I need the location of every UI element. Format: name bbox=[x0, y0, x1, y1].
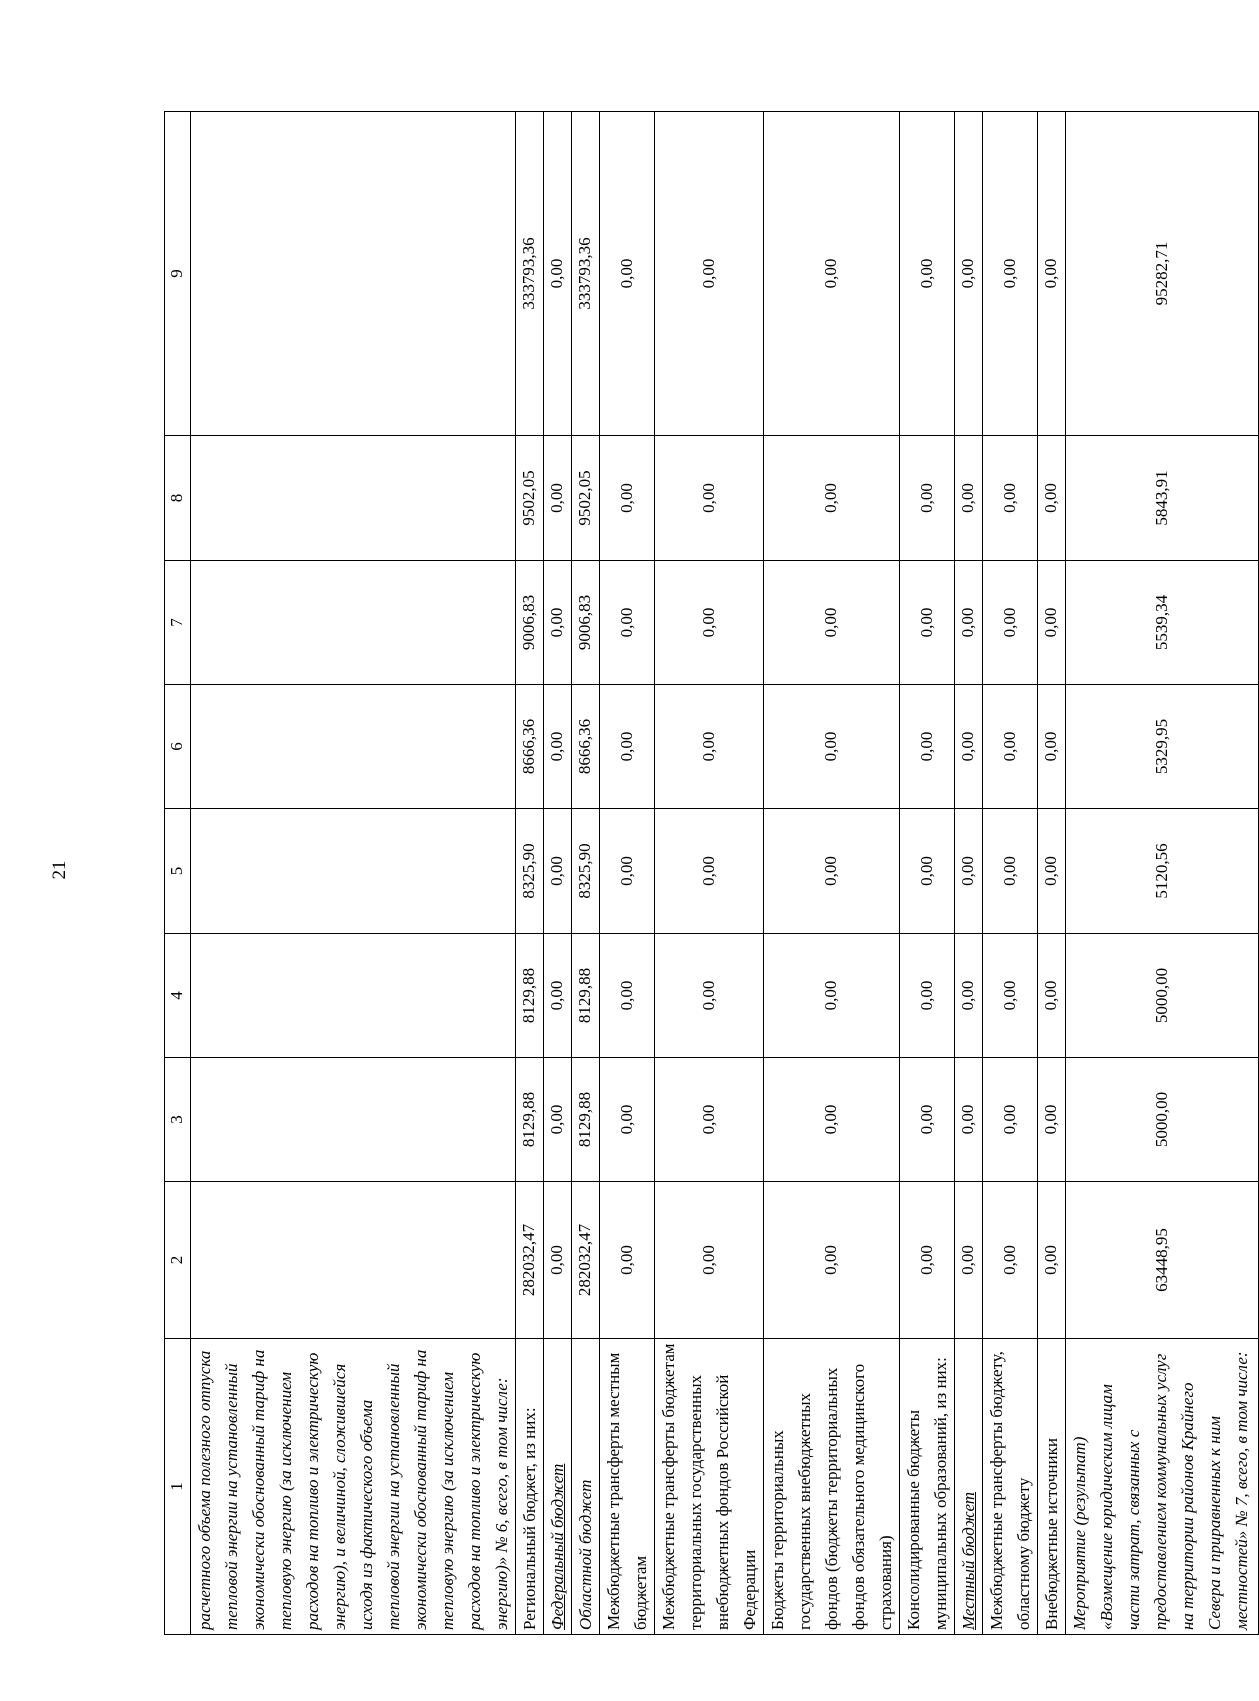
cell-value: 0,00 bbox=[983, 1058, 1038, 1182]
cell-value: 0,00 bbox=[600, 1182, 655, 1339]
cell-value: 0,00 bbox=[655, 561, 764, 685]
column-header: 3 bbox=[165, 1058, 191, 1182]
cell-value: 0,00 bbox=[764, 436, 900, 561]
cell-value: 0,00 bbox=[600, 1058, 655, 1182]
cell-value: 9502,05 bbox=[516, 436, 544, 561]
cell-value: 0,00 bbox=[544, 1058, 572, 1182]
cell-value: 0,00 bbox=[764, 1182, 900, 1339]
row-label: Межбюджетные трансферты бюджетам территориальных государственных внебюджетных фондов Российской Федерации bbox=[655, 1339, 764, 1635]
row-label: Региональный бюджет, из них: bbox=[516, 1339, 544, 1635]
cell-value: 63448,95 bbox=[1066, 1182, 1259, 1339]
table-row bbox=[516, 112, 544, 1635]
cell-value: 0,00 bbox=[655, 1058, 764, 1182]
row-label: Консолидированные бюджеты муниципальных образований, из них: bbox=[900, 1339, 955, 1635]
cell-value bbox=[191, 934, 516, 1058]
cell-value: 8129,88 bbox=[572, 1058, 600, 1182]
cell-value: 0,00 bbox=[955, 934, 983, 1058]
cell-value: 0,00 bbox=[1038, 1182, 1066, 1339]
row-label: Федеральный бюджет bbox=[544, 1339, 572, 1635]
cell-value: 0,00 bbox=[955, 436, 983, 561]
cell-value: 5843,91 bbox=[1066, 436, 1259, 561]
column-header: 1 bbox=[165, 1339, 191, 1635]
column-header: 8 bbox=[165, 436, 191, 561]
cell-value: 0,00 bbox=[1038, 112, 1066, 436]
budget-table bbox=[164, 111, 1259, 1635]
column-header: 6 bbox=[165, 685, 191, 809]
cell-value: 8129,88 bbox=[572, 934, 600, 1058]
table-row bbox=[955, 112, 983, 1635]
row-label: Областной бюджет bbox=[572, 1339, 600, 1635]
row-label: Местный бюджет bbox=[955, 1339, 983, 1635]
cell-value bbox=[191, 436, 516, 561]
cell-value: 9006,83 bbox=[572, 561, 600, 685]
cell-value: 333793,36 bbox=[572, 112, 600, 436]
cell-value: 0,00 bbox=[900, 436, 955, 561]
cell-value: 0,00 bbox=[983, 1182, 1038, 1339]
cell-value: 5120,56 bbox=[1066, 809, 1259, 934]
cell-value: 0,00 bbox=[900, 561, 955, 685]
cell-value: 0,00 bbox=[655, 685, 764, 809]
table-header-row bbox=[165, 112, 191, 1635]
cell-value: 0,00 bbox=[655, 436, 764, 561]
cell-value: 0,00 bbox=[1038, 934, 1066, 1058]
cell-value: 95282,71 bbox=[1066, 112, 1259, 436]
cell-value: 282032,47 bbox=[516, 1182, 544, 1339]
cell-value: 8325,90 bbox=[516, 809, 544, 934]
cell-value: 0,00 bbox=[983, 436, 1038, 561]
column-header: 5 bbox=[165, 809, 191, 934]
table-row bbox=[191, 112, 516, 1635]
rotated-table-wrapper bbox=[164, 112, 1251, 1635]
cell-value: 8129,88 bbox=[516, 934, 544, 1058]
cell-value bbox=[191, 809, 516, 934]
cell-value: 0,00 bbox=[600, 112, 655, 436]
cell-value: 0,00 bbox=[900, 685, 955, 809]
cell-value: 0,00 bbox=[544, 934, 572, 1058]
cell-value: 282032,47 bbox=[572, 1182, 600, 1339]
cell-value: 0,00 bbox=[983, 934, 1038, 1058]
row-label: Межбюджетные трансферты бюджету, областному бюджету bbox=[983, 1339, 1038, 1635]
cell-value: 0,00 bbox=[764, 1058, 900, 1182]
cell-value: 0,00 bbox=[600, 685, 655, 809]
cell-value: 0,00 bbox=[764, 809, 900, 934]
cell-value: 0,00 bbox=[900, 112, 955, 436]
cell-value: 9006,83 bbox=[516, 561, 544, 685]
cell-value: 0,00 bbox=[955, 112, 983, 436]
cell-value: 0,00 bbox=[983, 685, 1038, 809]
cell-value: 9502,05 bbox=[572, 436, 600, 561]
cell-value: 0,00 bbox=[655, 934, 764, 1058]
table-row bbox=[900, 112, 955, 1635]
cell-value: 0,00 bbox=[955, 685, 983, 809]
row-label: расчетного объема полезного отпуска тепловой энергии на установленный экономически обоснованный тариф на тепловую энергию (за исключением расходов на топливо и электрическую энергию), и величиной, сложившейся исходя из фактического объема тепловой энергии на установленный экономически обоснованный тариф на тепловую энергию (за исключением расходов на топливо и электрическую энергию)» № 6, всего, в том числе: bbox=[191, 1339, 516, 1635]
cell-value: 0,00 bbox=[544, 809, 572, 934]
cell-value: 8666,36 bbox=[516, 685, 544, 809]
cell-value: 0,00 bbox=[655, 112, 764, 436]
table-row bbox=[544, 112, 572, 1635]
row-label: Мероприятие (результат) «Возмещение юридическим лицам части затрат, связанных с предоставлением коммунальных услуг на территории районов Крайнего Севера и приравненных к ним местностей» № 7, всего, в том числе: bbox=[1066, 1339, 1259, 1635]
column-header: 9 bbox=[165, 112, 191, 436]
cell-value bbox=[191, 1182, 516, 1339]
cell-value: 8129,88 bbox=[516, 1058, 544, 1182]
cell-value: 0,00 bbox=[1038, 436, 1066, 561]
cell-value: 0,00 bbox=[600, 561, 655, 685]
page-number: 21 bbox=[49, 860, 70, 880]
cell-value: 0,00 bbox=[544, 112, 572, 436]
cell-value: 0,00 bbox=[655, 1182, 764, 1339]
cell-value: 5000,00 bbox=[1066, 1058, 1259, 1182]
table-row bbox=[1038, 112, 1066, 1635]
cell-value: 0,00 bbox=[900, 1182, 955, 1339]
cell-value: 0,00 bbox=[1038, 809, 1066, 934]
table-row bbox=[655, 112, 764, 1635]
cell-value: 5539,34 bbox=[1066, 561, 1259, 685]
table-row bbox=[983, 112, 1038, 1635]
cell-value bbox=[191, 685, 516, 809]
cell-value: 0,00 bbox=[955, 1182, 983, 1339]
cell-value: 0,00 bbox=[544, 1182, 572, 1339]
cell-value: 0,00 bbox=[1038, 1058, 1066, 1182]
cell-value: 0,00 bbox=[900, 809, 955, 934]
cell-value: 5000,00 bbox=[1066, 934, 1259, 1058]
cell-value: 0,00 bbox=[600, 436, 655, 561]
row-label: Внебюджетные источники bbox=[1038, 1339, 1066, 1635]
cell-value: 0,00 bbox=[655, 809, 764, 934]
cell-value: 0,00 bbox=[1038, 561, 1066, 685]
table-row bbox=[600, 112, 655, 1635]
cell-value bbox=[191, 112, 516, 436]
table-row bbox=[1066, 112, 1259, 1635]
table-row bbox=[764, 112, 900, 1635]
cell-value: 0,00 bbox=[544, 561, 572, 685]
cell-value: 0,00 bbox=[764, 934, 900, 1058]
cell-value: 0,00 bbox=[544, 436, 572, 561]
cell-value: 5329,95 bbox=[1066, 685, 1259, 809]
cell-value: 0,00 bbox=[544, 685, 572, 809]
cell-value: 0,00 bbox=[900, 934, 955, 1058]
cell-value: 8666,36 bbox=[572, 685, 600, 809]
cell-value: 0,00 bbox=[600, 934, 655, 1058]
cell-value: 0,00 bbox=[764, 112, 900, 436]
cell-value: 8325,90 bbox=[572, 809, 600, 934]
cell-value: 0,00 bbox=[955, 809, 983, 934]
row-label: Бюджеты территориальных государственных внебюджетных фондов (бюджеты территориальных фондов обязательного медицинского страхования) bbox=[764, 1339, 900, 1635]
cell-value: 0,00 bbox=[983, 112, 1038, 436]
cell-value: 0,00 bbox=[900, 1058, 955, 1182]
column-header: 4 bbox=[165, 934, 191, 1058]
row-label: Межбюджетные трансферты местным бюджетам bbox=[600, 1339, 655, 1635]
cell-value: 0,00 bbox=[600, 809, 655, 934]
cell-value: 0,00 bbox=[955, 1058, 983, 1182]
column-header: 7 bbox=[165, 561, 191, 685]
cell-value: 0,00 bbox=[764, 561, 900, 685]
table-row bbox=[572, 112, 600, 1635]
cell-value: 0,00 bbox=[983, 561, 1038, 685]
cell-value: 0,00 bbox=[955, 561, 983, 685]
cell-value: 0,00 bbox=[764, 685, 900, 809]
cell-value: 0,00 bbox=[983, 809, 1038, 934]
column-header: 2 bbox=[165, 1182, 191, 1339]
cell-value: 333793,36 bbox=[516, 112, 544, 436]
cell-value bbox=[191, 561, 516, 685]
cell-value: 0,00 bbox=[1038, 685, 1066, 809]
cell-value bbox=[191, 1058, 516, 1182]
